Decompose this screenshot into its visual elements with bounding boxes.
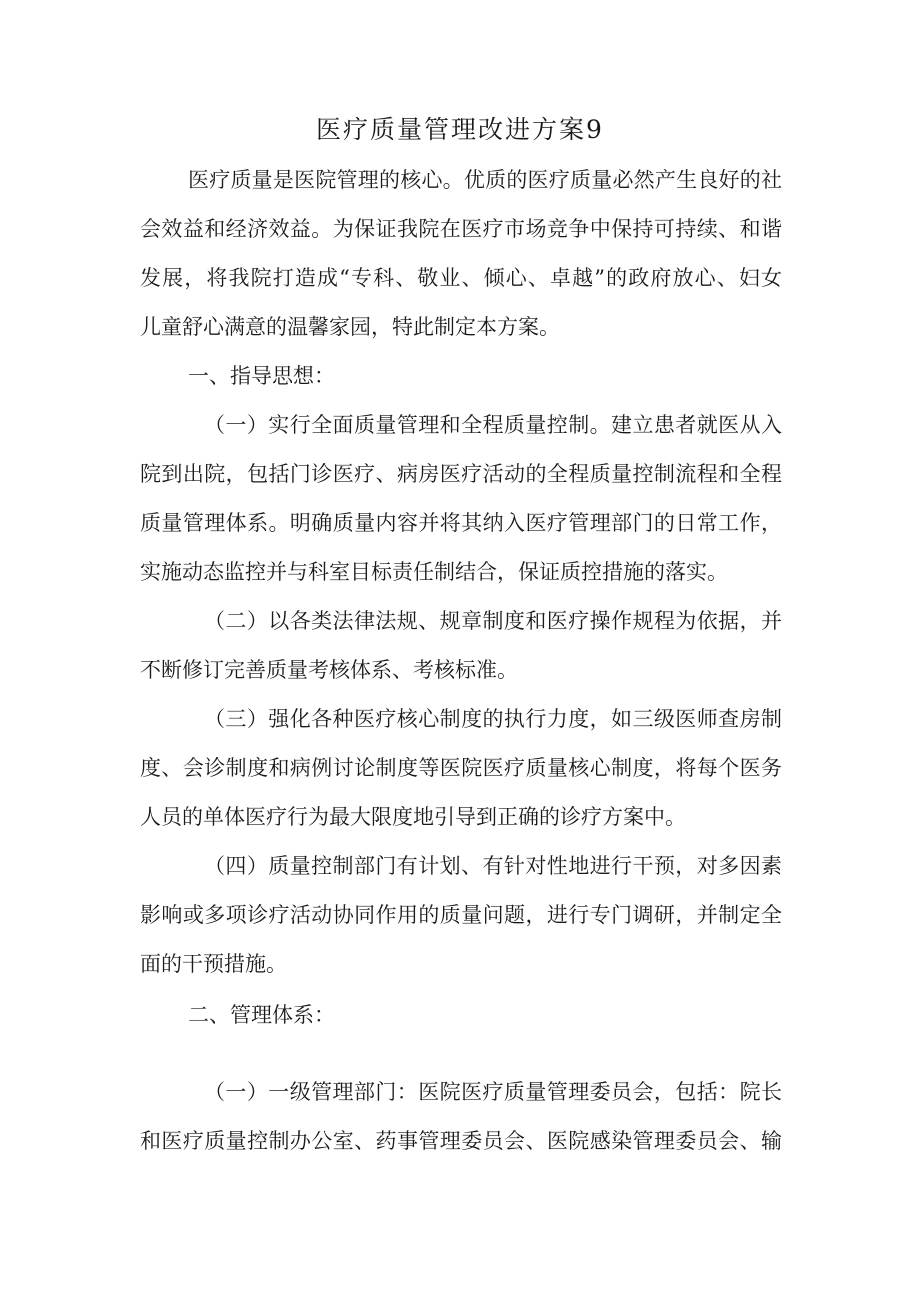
paragraph-line: （三）强化各种医疗核心制度的执行力度，如三级医师查房制 [204, 707, 782, 731]
paragraph-line: 实施动态监控并与科室目标责任制结合，保证质控措施的落实。 [140, 560, 728, 584]
paragraph-line: 质量管理体系。明确质量内容并将其纳入医疗管理部门的日常工作， [140, 511, 782, 535]
paragraph-line: 会效益和经济效益。为保证我院在医疗市场竞争中保持可持续、和谐 [140, 217, 782, 241]
paragraph-line: 儿童舒心满意的温馨家园，特此制定本方案。 [140, 315, 560, 339]
paragraph-line: 不断修订完善质量考核体系、考核标准。 [140, 658, 518, 682]
paragraph-line: 和医疗质量控制办公室、药事管理委员会、医院感染管理委员会、输 [140, 1129, 782, 1153]
paragraph-line: （一）一级管理部门：医院医疗质量管理委员会，包括：院长 [204, 1080, 782, 1104]
paragraph-line: 面的干预措施。 [140, 952, 287, 976]
document-title: 医疗质量管理改进方案9 [316, 115, 604, 144]
paragraph-line: （一）实行全面质量管理和全程质量控制。建立患者就医从入 [204, 413, 782, 437]
paragraph-line: 发展，将我院打造成“专科、敬业、倾心、卓越”的政府放心、妇女 [140, 266, 782, 290]
paragraph-line: 人员的单体医疗行为最大限度地引导到正确的诊疗方案中。 [140, 805, 686, 829]
paragraph-line: 影响或多项诊疗活动协同作用的质量问题，进行专门调研，并制定全 [140, 903, 782, 927]
paragraph-line: （二）以各类法律法规、规章制度和医疗操作规程为依据，并 [204, 609, 782, 633]
section-heading: 二、管理体系： [188, 1003, 335, 1027]
paragraph-line: 医疗质量是医院管理的核心。优质的医疗质量必然产生良好的社 [188, 168, 782, 192]
paragraph-line: 院到出院，包括门诊医疗、病房医疗活动的全程质量控制流程和全程 [140, 462, 782, 486]
paragraph-line: 度、会诊制度和病例讨论制度等医院医疗质量核心制度，将每个医务 [140, 756, 782, 780]
paragraph-line: （四）质量控制部门有计划、有针对性地进行干预，对多因素 [204, 854, 782, 878]
section-heading: 一、指导思想： [188, 364, 335, 388]
